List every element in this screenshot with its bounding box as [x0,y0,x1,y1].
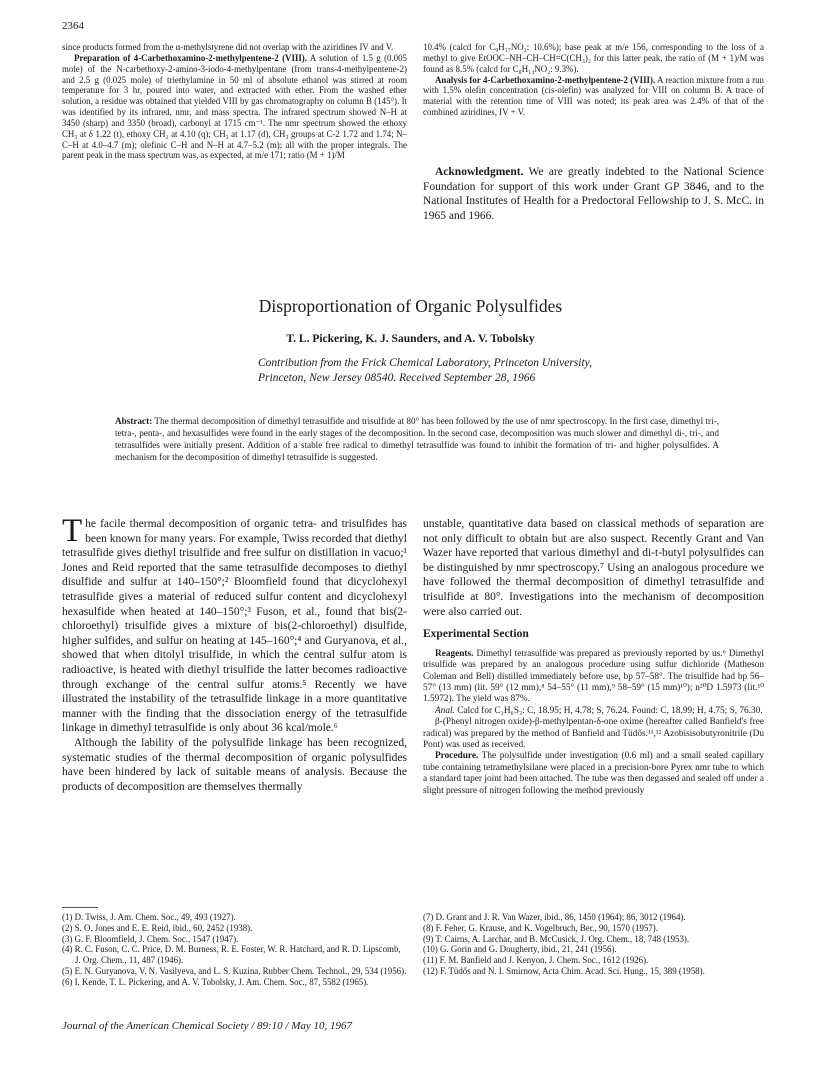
abstract [115,416,719,464]
reference-item: (8) F. Feher, G. Krause, and K. Vogelbruch, Ber., 90, 1570 (1957). [423,922,658,933]
reagents-body: Dimethyl tetrasulfide was prepared as previously reported by us.⁶ Dimethyl trisulfide was prepared by an analogous procedure using sulfur dichloride (Matheson Coleman and Bell) distilled immediately before use, bp 57–58°. The trisulfide had bp 56–57° (13 mm) (lit. 59° (12 mm),⁸ 54–55° (11 mm),⁹ 58–59° (15 mm)¹⁰); n²⁰D 1.5973 (lit.¹⁰ 1.5972). The yield was 87%. [423,648,764,705]
abstract-text: The thermal decomposition of dimethyl tetrasulfide and trisulfide at 80° has been followed by the use of nmr spectroscopy. In the first case, dimethyl tri-, tetra-, penta-, and hexasulfides were found in the early stages of the decomposition. In the second case, decomposition was much slower and dimethyl di-, tri-, and tetrasulfides were initially present. Addition of a stable free radical to dimethyl tetrasulfide was found to inhibit the formation of tri- and higher polysulfides. A mechanism for the decomposition of dimethyl tetrasulfide is suggested. [115,416,719,462]
experimental-text [423,649,764,797]
paragraph [62,513,407,736]
reference-item: (5) E. N. Guryanova, V. N. Vasilyeva, and L. S. Kuzina, Rubber Chem. Technol., 29, 534 (1956). [62,965,407,976]
abstract-label: Abstract: [115,416,153,426]
anal-body: Calcd for C₂H₆S₃: C, 18.95; H, 4.78; S, 76.24. Found: C, 18.99; H, 4.75; S, 76.30. [457,705,763,716]
drop-cap: T [62,513,83,549]
contrib-line-1: Contribution from the Frick Chemical Laboratory, Princeton University, [258,357,593,369]
procedure-heading: Procedure. [435,751,479,762]
references-left [62,912,407,987]
reference-item: (10) G. Gorin and G. Dougherty, ibid., 21, 241 (1956). [423,944,617,955]
reagents-heading: Reagents. [435,648,474,659]
reference-item: (3) G. F. Bloomfield, J. Chem. Soc., 1547 (1947). [62,933,239,944]
reference-item: (4) R. C. Fuson, C. C. Price, D. M. Burness, R. E. Foster, W. R. Hatchard, and R. D. Lipscomb, J. Org. Chem., 11, 487 (1946). [62,944,401,965]
paragraph: Although the lability of the polysulfide linkage has been recognized, systematic studies of the thermal decomposition of organic polysulfides have been hindered by lack of suitable means of analysis. Because the products of decomposition are themselves thermally [62,736,407,793]
footnote-rule [62,907,98,908]
article-title: Disproportionation of Organic Polysulfides [258,296,563,316]
section-heading: Experimental Section [423,628,529,641]
paragraph [62,53,407,161]
continued-text-right [423,42,764,118]
paragraph-body: A reaction mixture from a run with 1.5% olefin concentration (cis-olefin) was analyzed for VIII on column B. A trace of material with the retention time of VIII was noted; its peak area was 2.4% of that of the combined aziridines, IV + V. [423,74,764,118]
paragraph: since products formed from the α-methylstyrene did not overlap with the aziridines IV and V. [62,42,394,52]
reference-item: (11) F. M. Banfield and J. Kenyon, J. Chem. Soc., 1612 (1926). [423,955,649,965]
anal-heading: Anal. [435,705,455,716]
contribution-line [258,356,592,386]
reference-item: (9) T. Cairns, A. Larchar, and B. McCusick, J. Org. Chem., 18, 748 (1953). [423,933,690,944]
contrib-line-2: Princeton, New Jersey 08540. Received September 28, 1966 [258,372,536,384]
journal-footer: Journal of the American Chemical Society / 89:10 / May 10, 1967 [62,1020,353,1032]
paragraph: β-(Phenyl nitrogen oxide)-β-methylpentan-δ-one oxime (hereafter called Banfield's free radical) was prepared by the method of Banfield and Tüdős.¹¹,¹² Azobisisobutyronitrile (Du Pont) was used as received. [423,717,764,750]
procedure-body: The polysulfide under investigation (0.6 ml) and a small sealed capillary tube containing tetramethylsilane were placed in a precision-bore Pyrex nmr tube to which a standard taper joint had been attached. The tube was then degassed and sealed off under a slight pressure of nitrogen following the method previously [423,751,764,796]
references-right [423,912,764,977]
paragraph: 10.4% (calcd for C₉H₁₇NO₂: 10.6%); base peak at m/e 156, corresponding to the loss of a methyl to give EtOOC–NH–CH–CH=C(CH₃)₂ for this latter peak, the ratio of (M + 1)/M was found as 8.5% (calcd for C₈H₁₄NO₂: 9.3%). [423,42,764,74]
reference-item: (12) F. Tüdős and N. I. Smirnow, Acta Chim. Acad. Sci. Hung., 15, 389 (1958). [423,965,705,976]
continued-text-left [62,42,407,161]
paragraph-body: A solution of 1.5 g (0.005 mole) of the N-carbethoxy-2-amino-3-iodo-4-methylpentane (from trans-4-methylpentene-2) and 2.5 g (0.025 mole) of triethylamine in 50 ml of absolute ethanol was stirred at room temperature for 3 hr, poured into water, and extracted with ether. From the washed ether solution, a residue was obtained that yielded VIII by gas chromatography on column B (145°). It was identified by its infrared, nmr, and mass spectra. The infrared spectrum showed N–H at 3450 (sharp) and 3350 (broad), carbonyl at 1715 cm⁻¹. The nmr spectrum showed the ethoxy CH₃ at δ 1.22 (t), ethoxy CH₂ at 4.10 (q); CH₃ at 1.17 (d), CH₃ groups at C-2 1.72 and 1.74; N–C–H at 4.0–4.7 (m); olefinic C–H and N–H at 4.7–5.2 (m); all with the proper integrals. The parent peak in the mass spectrum was, as expected, at m/e 171; ratio (M + 1)/M [62,52,407,161]
reference-item: (1) D. Twiss, J. Am. Chem. Soc., 49, 493 (1927). [62,912,236,922]
reference-item: (7) D. Grant and J. R. Van Wazer, ibid., 86, 1450 (1964); 86, 3012 (1964). [423,912,686,922]
paragraph [423,75,764,118]
ack-body: We are greatly indebted to the National Science Foundation for support of this work under Grant GP 3846, and to the National Institutes of Health for a Predoctoral Fellowship to J. S. McC. in 1965 and 1966. [423,166,764,222]
paragraph-text: he facile thermal decomposition of organic tetra- and trisulfides has been known for many years. For example, Twiss recorded that diethyl tetrasulfide gives diethyl trisulfide and free sulfur on distillation in vacuo;¹ Jones and Reid reported that the same tetrasulfide decomposes to diethyl disulfide and sulfur at 140–150°;² Bloomfield found that dicyclohexyl tetrasulfide gives a material of reduced sulfur content and dicyclohexyl hexasulfide when heated at 140–150°;³ Fuson, et al., found that bis(2-chloroethyl) trisulfide gives a mixture of bis(2-chloroethyl) disulfide, higher sulfides, and sulfur on heating at 145–160°;⁴ and Guryanova, et al., showed that when ditolyl trisulfide, in which the central sulfur atom is radioactive, is heated with diethyl trisulfide the latter becomes radioactive through exchange of the central sulfur atoms.⁵ Recently we have illustrated the instability of the tetrasulfide linkage in a more quantitative manner with the finding that the dissociation energy of the tetrasulfide linkage in dimethyl tetrasulfide is only about 36 kcal/mole.⁶ [62,518,407,735]
acknowledgment [423,165,764,223]
ack-heading: Acknowledgment. [435,166,524,178]
article-authors: T. L. Pickering, K. J. Saunders, and A. V. Tobolsky [286,333,535,345]
body-column-right [423,517,764,797]
reference-item: (6) I. Kende, T. L. Pickering, and A. V. Tobolsky, J. Am. Chem. Soc., 87, 5582 (1965). [62,976,369,987]
paragraph-heading: Analysis for 4-Carbethoxamino-2-methylpentene-2 (VIII). [435,74,656,85]
reference-item: (2) S. O. Jones and E. E. Reid, ibid., 60, 2452 (1938). [62,922,253,933]
paragraph: unstable, quantitative data based on classical methods of separation are not only difficult to obtain but are also suspect. Recently Grant and Van Wazer have reported that various dimethyl and di-t-butyl polysulfides can be distinguished by nmr spectroscopy.⁷ Using an analogous procedure we have followed the thermal decomposition of dimethyl tetrasulfide and trisulfide at 80°. Investigations into the mechanism of decomposition were also carried out. [423,518,764,618]
paragraph-heading: Preparation of 4-Carbethoxamino-2-methylpentene-2 (VIII). [74,52,307,63]
page-number: 2364 [62,20,84,32]
body-column-left [62,513,407,794]
